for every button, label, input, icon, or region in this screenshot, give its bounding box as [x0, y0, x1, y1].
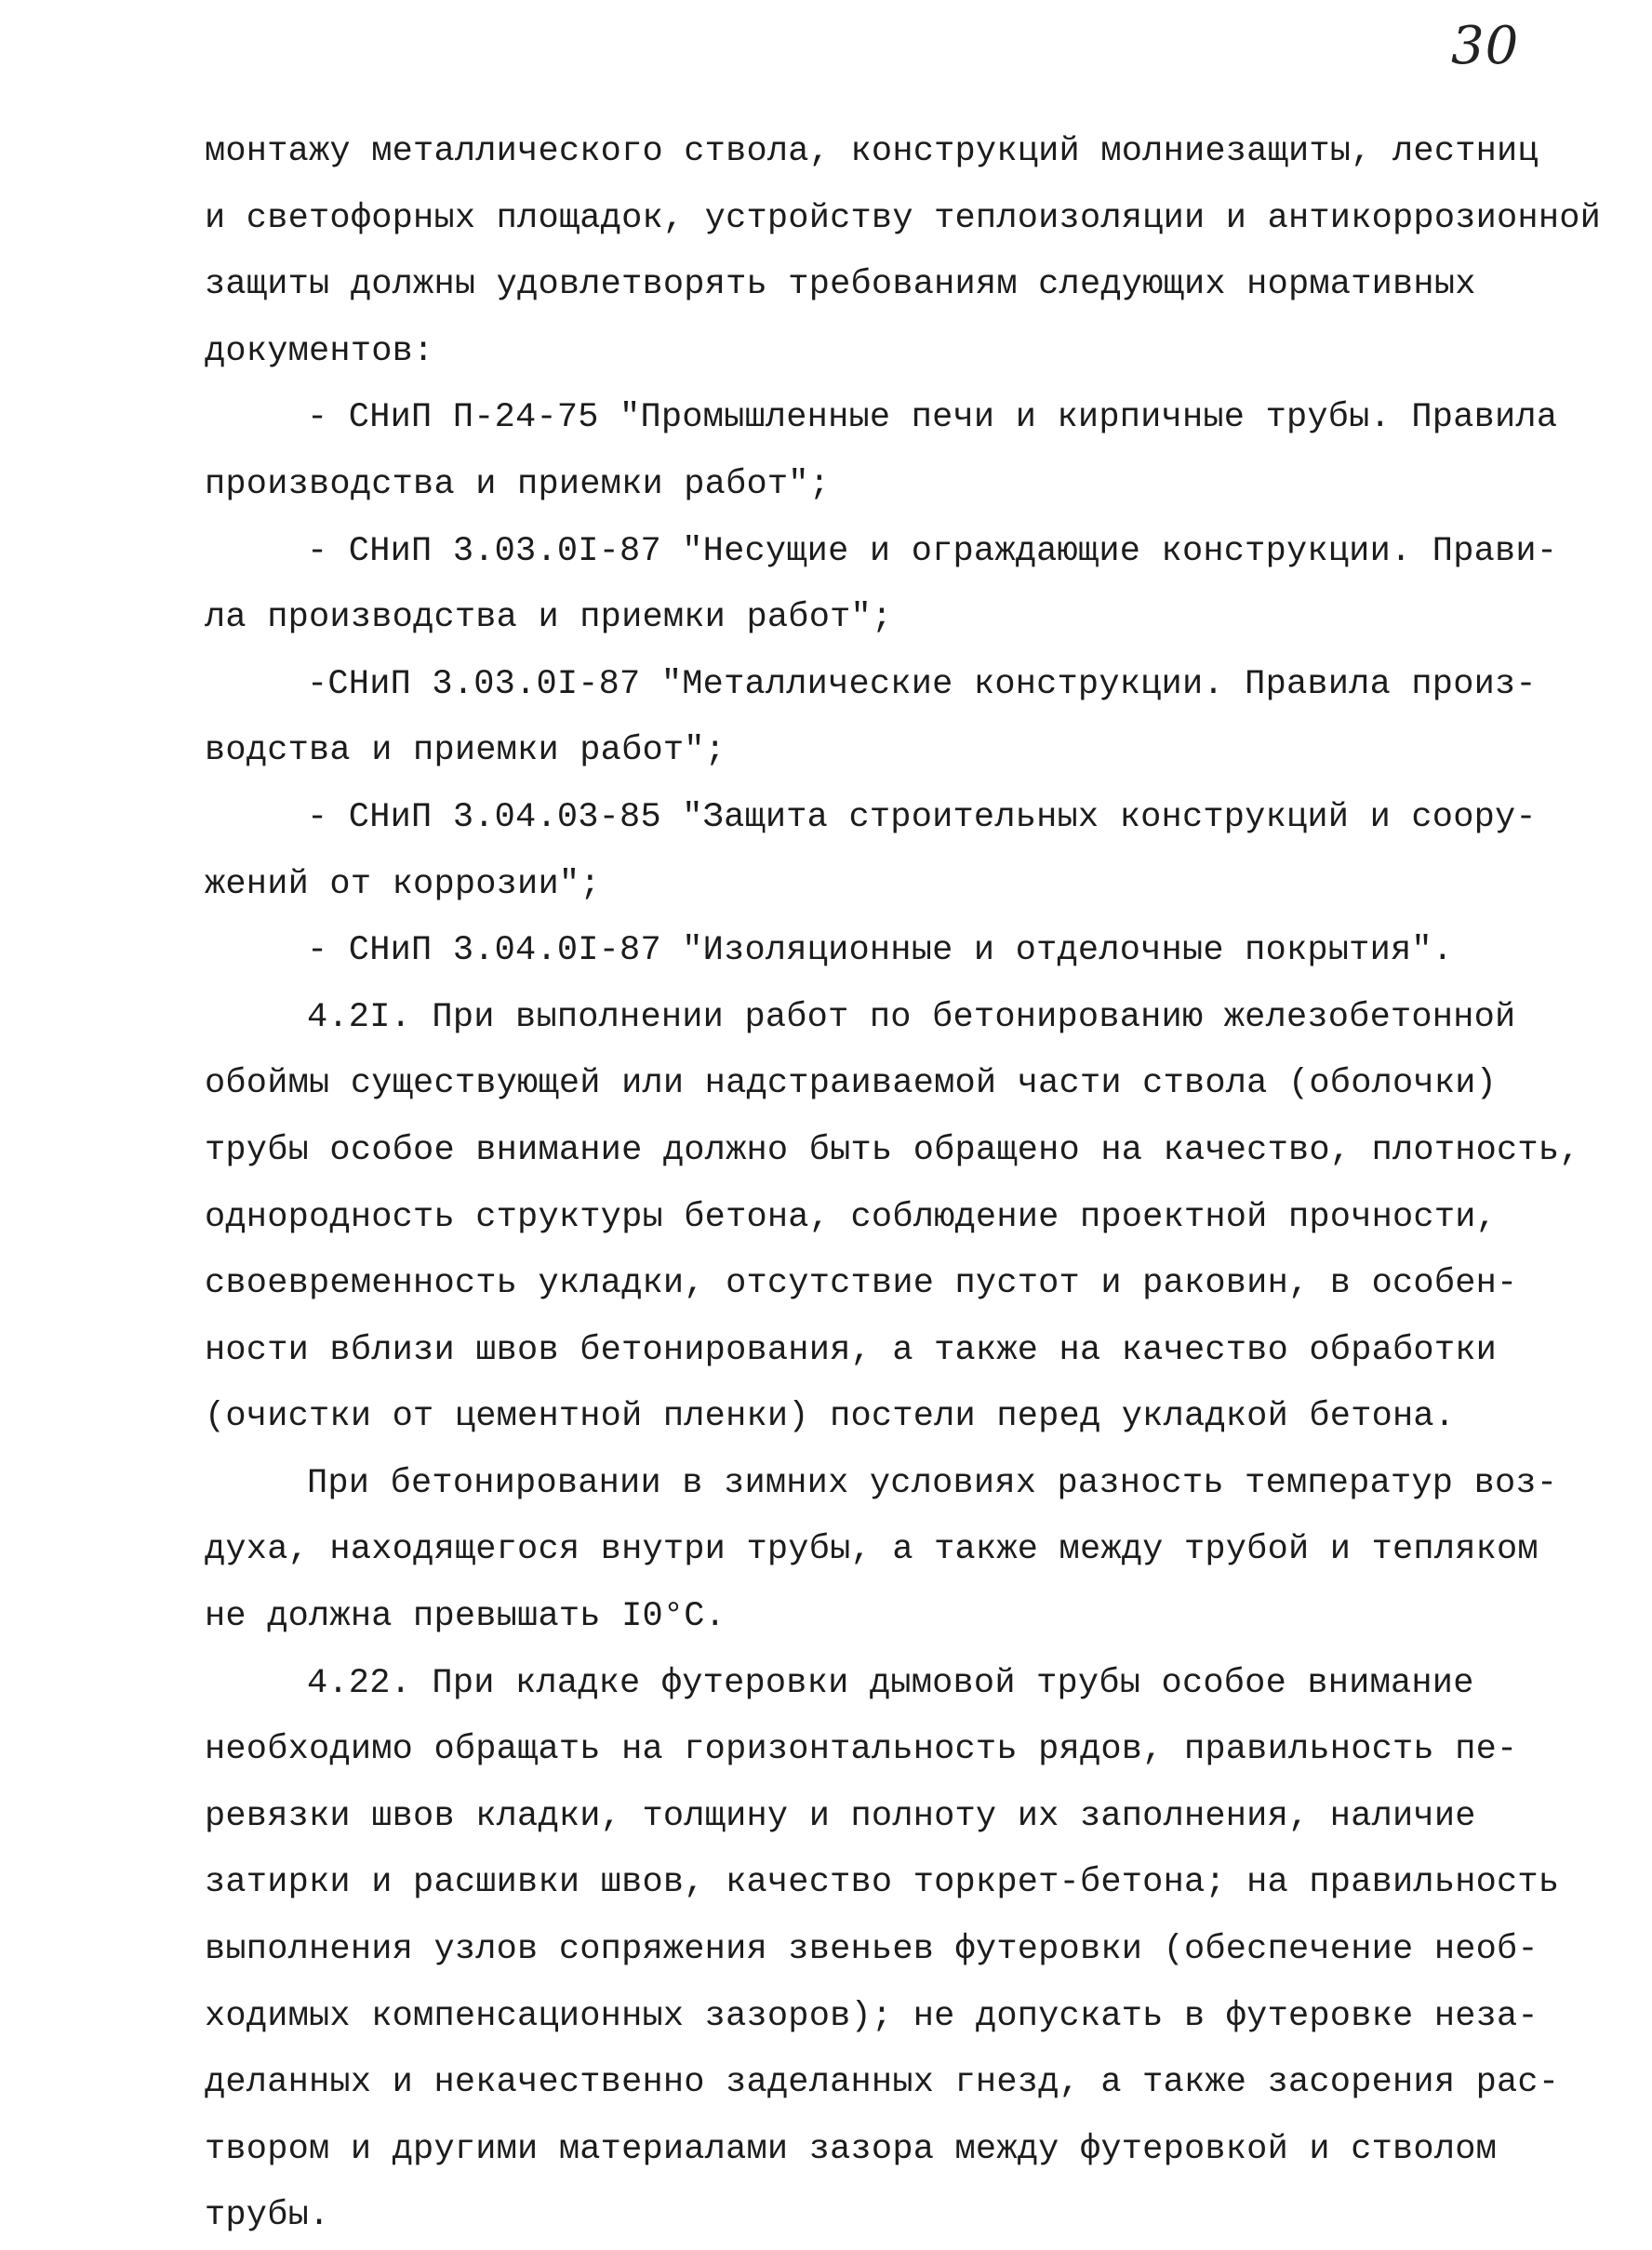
text-line: трубы.	[205, 2196, 330, 2236]
body-text	[205, 119, 1602, 2250]
text-line: ревязки швов кладки, толщину и полноту их заполнения, наличие	[205, 1796, 1476, 1836]
text-line: трубы особое внимание должно быть обращено на качество, плотность,	[205, 1130, 1580, 1170]
text-line: -СНиП 3.03.0I-87 "Металлические конструкции. Правила произ-	[307, 664, 1537, 704]
text-line: духа, находящегося внутри трубы, а также между трубой и тепляком	[205, 1530, 1539, 1570]
text-line: ла производства и приемки работ";	[205, 598, 893, 638]
text-line: производства и приемки работ";	[205, 464, 831, 504]
text-line: жений от коррозии";	[205, 864, 601, 904]
text-line: ности вблизи швов бетонирования, а также на качество обработки	[205, 1330, 1498, 1370]
text-line: ходимых компенсационных зазоров); не допускать в футеровке неза-	[205, 1996, 1539, 2036]
text-line: - СНиП 3.03.0I-87 "Несущие и ограждающие конструкции. Прави-	[307, 531, 1558, 571]
text-line: твором и другими материалами зазора между футеровкой и стволом	[205, 2129, 1498, 2169]
text-line: деланных и некачественно заделанных гнезд, а также засорения рас-	[205, 2063, 1560, 2103]
text-line: и светофорных площадок, устройству теплоизоляции и антикоррозионной	[205, 198, 1602, 238]
text-line: 4.2I. При выполнении работ по бетонированию железобетонной	[307, 997, 1516, 1037]
text-line: - СНиП П-24-75 "Промышленные печи и кирпичные трубы. Правила	[307, 398, 1558, 438]
text-line: защиты должны удовлетворять требованиям следующих нормативных	[205, 265, 1476, 305]
text-line: выполнения узлов сопряжения звеньев футеровки (обеспечение необ-	[205, 1930, 1539, 1970]
page-number: 30	[1451, 16, 1520, 76]
text-line: затирки и расшивки швов, качество торкрет-бетона; на правильность	[205, 1863, 1560, 1903]
text-line: При бетонировании в зимних условиях разность температур воз-	[307, 1463, 1558, 1503]
text-line: - СНиП 3.04.03-85 "Защита строительных конструкций и соору-	[307, 797, 1537, 837]
text-line: не должна превышать I0°С.	[205, 1597, 726, 1637]
text-line: - СНиП 3.04.0I-87 "Изоляционные и отделочные покрытия".	[307, 931, 1454, 971]
text-line: водства и приемки работ";	[205, 731, 726, 771]
text-line: однородность структуры бетона, соблюдение проектной прочности,	[205, 1197, 1498, 1237]
text-line: необходимо обращать на горизонтальность рядов, правильность пе-	[205, 1730, 1518, 1770]
text-line: (очистки от цементной пленки) постели перед укладкой бетона.	[205, 1397, 1456, 1437]
text-line: монтажу металлического ствола, конструкций молниезащиты, лестниц	[205, 132, 1539, 171]
text-line: своевременность укладки, отсутствие пустот и раковин, в особен-	[205, 1264, 1518, 1304]
text-line: 4.22. При кладке футеровки дымовой трубы особое внимание	[307, 1663, 1474, 1703]
text-line: документов:	[205, 331, 434, 371]
text-line: обоймы существующей или надстраиваемой части ствола (оболочки)	[205, 1064, 1498, 1104]
